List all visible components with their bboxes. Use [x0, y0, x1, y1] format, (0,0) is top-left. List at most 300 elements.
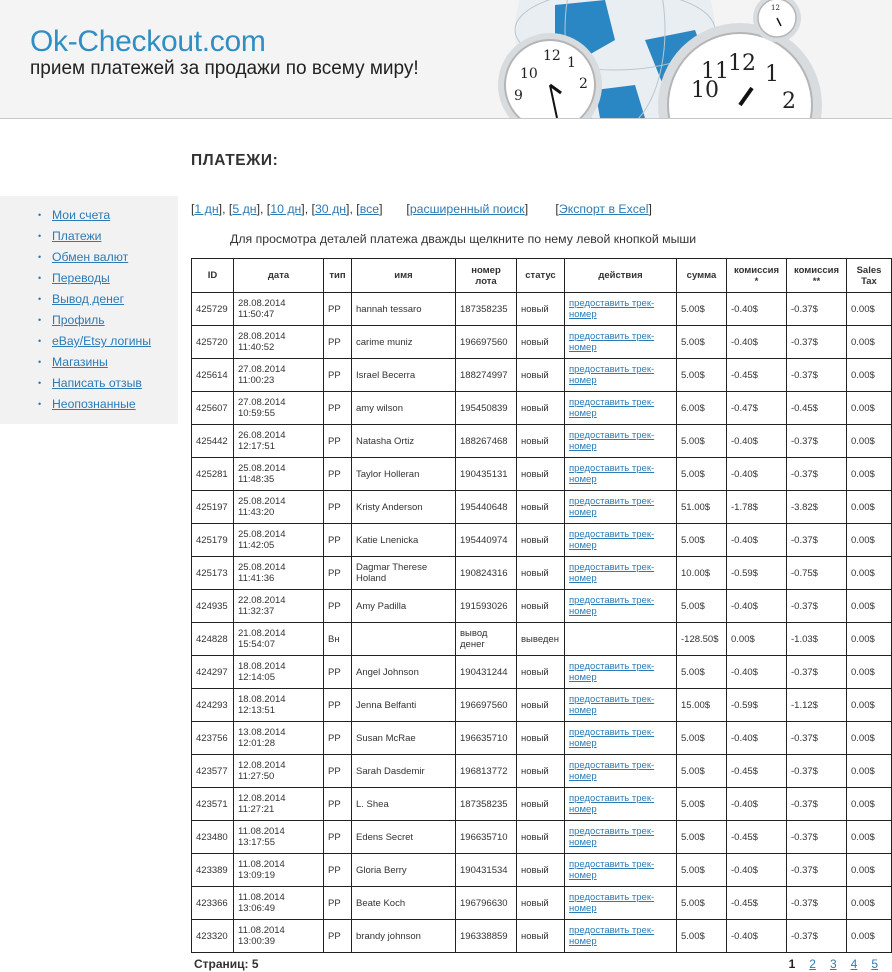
table-row[interactable] — [192, 623, 892, 656]
cell-action — [565, 755, 677, 788]
cell-date-time: 11:27:21 — [238, 804, 275, 815]
sidebar-item[interactable] — [0, 205, 178, 226]
cell-fee2: -0.37$ — [787, 887, 847, 920]
provide-tracking-link[interactable]: предоставить трек-номер — [569, 760, 655, 782]
table-row[interactable] — [192, 392, 892, 425]
cell-id: 425729 — [192, 293, 234, 326]
cell-tax: 0.00$ — [847, 854, 892, 887]
provide-tracking-link[interactable]: предоставить трек-номер — [569, 793, 655, 815]
table-row[interactable] — [192, 656, 892, 689]
sidebar-item-link[interactable]: Платежи — [52, 229, 102, 243]
cell-status: новый — [517, 656, 565, 689]
cell-date — [234, 590, 324, 623]
cell-type: PP — [324, 326, 352, 359]
cell-id: 425442 — [192, 425, 234, 458]
cell-date-day: 27.08.2014 — [238, 364, 286, 375]
table-header-row — [192, 259, 892, 293]
cell-tax: 0.00$ — [847, 755, 892, 788]
cell-fee1: -0.40$ — [727, 425, 787, 458]
cell-sum: 5.00$ — [677, 293, 727, 326]
cell-date-time: 13:00:39 — [238, 936, 275, 947]
provide-tracking-link[interactable]: предоставить трек-номер — [569, 529, 655, 551]
cell-status: новый — [517, 854, 565, 887]
pages-count-label: Страниц: 5 — [194, 957, 259, 971]
cell-action — [565, 425, 677, 458]
cell-name: Natasha Ortiz — [352, 425, 456, 458]
cell-name: Dagmar Therese Holand — [352, 557, 456, 590]
cell-status: новый — [517, 821, 565, 854]
cell-fee1: 0.00$ — [727, 623, 787, 656]
provide-tracking-link[interactable]: предоставить трек-номер — [569, 397, 655, 419]
bullet-icon: • — [38, 315, 42, 325]
table-row[interactable] — [192, 722, 892, 755]
cell-name: carime muniz — [352, 326, 456, 359]
cell-sum: 5.00$ — [677, 656, 727, 689]
cell-tax: 0.00$ — [847, 689, 892, 722]
cell-date-day: 25.08.2014 — [238, 562, 286, 573]
cell-date-time: 11:00:23 — [238, 375, 275, 386]
cell-date-day: 21.08.2014 — [238, 628, 286, 639]
cell-fee2: -0.37$ — [787, 722, 847, 755]
cell-date — [234, 392, 324, 425]
cell-type: PP — [324, 425, 352, 458]
sidebar-item[interactable] — [0, 289, 178, 310]
cell-tax: 0.00$ — [847, 392, 892, 425]
filter-all-link[interactable]: все — [359, 202, 380, 216]
cell-status: новый — [517, 293, 565, 326]
table-row[interactable] — [192, 458, 892, 491]
cell-sum: 5.00$ — [677, 590, 727, 623]
cell-fee2: -0.37$ — [787, 293, 847, 326]
cell-date — [234, 524, 324, 557]
cell-type: Вн — [324, 623, 352, 656]
cell-date-time: 13:17:55 — [238, 837, 275, 848]
cell-status: новый — [517, 557, 565, 590]
table-row[interactable] — [192, 326, 892, 359]
cell-type: PP — [324, 788, 352, 821]
provide-tracking-link[interactable]: предоставить трек-номер — [569, 892, 655, 914]
cell-type: PP — [324, 887, 352, 920]
cell-date-day: 25.08.2014 — [238, 529, 286, 540]
cell-fee2: -0.37$ — [787, 788, 847, 821]
cell-status: новый — [517, 458, 565, 491]
cell-fee2: -0.45$ — [787, 392, 847, 425]
page-link[interactable]: 2 — [809, 957, 816, 971]
bullet-icon: • — [38, 252, 42, 262]
page-link[interactable]: 5 — [871, 957, 878, 971]
cell-tax: 0.00$ — [847, 491, 892, 524]
cell-action — [565, 722, 677, 755]
cell-tax: 0.00$ — [847, 656, 892, 689]
cell-date-day: 11.08.2014 — [238, 892, 285, 903]
cell-sum: 5.00$ — [677, 425, 727, 458]
cell-status: новый — [517, 689, 565, 722]
cell-tax: 0.00$ — [847, 920, 892, 953]
cell-fee2: -0.37$ — [787, 854, 847, 887]
cell-date-day: 28.08.2014 — [238, 298, 286, 309]
filter-1-day-link[interactable]: 1 дн — [194, 202, 219, 216]
cell-date-day: 12.08.2014 — [238, 760, 286, 771]
cell-sum: 5.00$ — [677, 458, 727, 491]
cell-sum: 5.00$ — [677, 755, 727, 788]
cell-status: новый — [517, 788, 565, 821]
cell-date-day: 11.08.2014 — [238, 925, 285, 936]
cell-status: новый — [517, 359, 565, 392]
cell-fee1: -0.40$ — [727, 590, 787, 623]
cell-date — [234, 854, 324, 887]
sidebar-item[interactable] — [0, 331, 178, 352]
period-filters: [1 дн], [5 дн], [10 дн], [30 дн], [все] [расширенный поиск] [Экспорт в Excel] — [191, 202, 652, 216]
cell-fee2: -0.37$ — [787, 359, 847, 392]
filter-30-days-link[interactable]: 30 дн — [314, 202, 347, 216]
cell-id: 424297 — [192, 656, 234, 689]
sidebar-item[interactable] — [0, 226, 178, 247]
cell-fee2: -0.37$ — [787, 755, 847, 788]
cell-date-time: 13:06:49 — [238, 903, 275, 914]
filter-10-days-link[interactable]: 10 дн — [270, 202, 302, 216]
provide-tracking-link[interactable]: предоставить трек-номер — [569, 430, 655, 452]
cell-date-day: 25.08.2014 — [238, 496, 286, 507]
cell-date — [234, 689, 324, 722]
cell-tax: 0.00$ — [847, 458, 892, 491]
provide-tracking-link[interactable]: предоставить трек-номер — [569, 463, 655, 485]
cell-action — [565, 656, 677, 689]
table-row[interactable] — [192, 821, 892, 854]
cell-date — [234, 293, 324, 326]
cell-action — [565, 821, 677, 854]
cell-lot: 190431534 — [456, 854, 517, 887]
sidebar-item-link[interactable]: Неопознанные — [52, 397, 136, 411]
cell-action — [565, 293, 677, 326]
sidebar-item-link[interactable]: Обмен валют — [52, 250, 129, 264]
provide-tracking-link[interactable]: предоставить трек-номер — [569, 562, 655, 584]
cell-id: 423756 — [192, 722, 234, 755]
cell-name: Susan McRae — [352, 722, 456, 755]
sidebar-item-link[interactable]: eBay/Etsy логины — [52, 334, 152, 348]
cell-lot: 195440648 — [456, 491, 517, 524]
cell-id: 425607 — [192, 392, 234, 425]
svg-text:1: 1 — [765, 62, 779, 87]
site-logo[interactable]: Ok-Checkout.com — [30, 25, 266, 58]
cell-status: новый — [517, 722, 565, 755]
cell-lot: 195450839 — [456, 392, 517, 425]
cell-action — [565, 392, 677, 425]
cell-id: 423571 — [192, 788, 234, 821]
col-type-header: тип — [324, 259, 352, 293]
sidebar-item-link[interactable]: Профиль — [52, 313, 105, 327]
svg-text:12: 12 — [771, 4, 780, 12]
table-row[interactable] — [192, 359, 892, 392]
cell-status: новый — [517, 920, 565, 953]
provide-tracking-link[interactable]: предоставить трек-номер — [569, 595, 655, 617]
page-link[interactable]: 3 — [829, 957, 837, 971]
cell-fee1: -0.47$ — [727, 392, 787, 425]
cell-status: новый — [517, 425, 565, 458]
table-row[interactable] — [192, 293, 892, 326]
cell-fee1: -0.40$ — [727, 293, 787, 326]
cell-fee2: -0.75$ — [787, 557, 847, 590]
cell-tax: 0.00$ — [847, 821, 892, 854]
cell-type: PP — [324, 491, 352, 524]
provide-tracking-link[interactable]: предоставить трек-номер — [569, 727, 655, 749]
cell-name: Kristy Anderson — [352, 491, 456, 524]
cell-fee1: -0.59$ — [727, 689, 787, 722]
cell-action — [565, 326, 677, 359]
provide-tracking-link[interactable]: предоставить трек-номер — [569, 661, 655, 683]
cell-id: 425614 — [192, 359, 234, 392]
cell-fee1: -0.45$ — [727, 755, 787, 788]
clocks-banner-image — [495, 0, 892, 118]
cell-type: PP — [324, 656, 352, 689]
bullet-icon: • — [38, 378, 42, 388]
cell-date — [234, 326, 324, 359]
page-link[interactable]: 4 — [850, 957, 858, 971]
cell-fee2: -0.37$ — [787, 425, 847, 458]
cell-lot: 188267468 — [456, 425, 517, 458]
cell-fee2: -1.12$ — [787, 689, 847, 722]
cell-id: 423366 — [192, 887, 234, 920]
cell-type: PP — [324, 920, 352, 953]
cell-date-time: 11:32:37 — [238, 606, 275, 617]
cell-date-time: 11:40:52 — [238, 342, 275, 353]
cell-fee1: -0.40$ — [727, 722, 787, 755]
cell-lot: 196697560 — [456, 326, 517, 359]
cell-action — [565, 920, 677, 953]
cell-type: PP — [324, 524, 352, 557]
sidebar-item-link[interactable]: Переводы — [52, 271, 110, 285]
provide-tracking-link[interactable]: предоставить трек-номер — [569, 826, 655, 848]
cell-tax: 0.00$ — [847, 293, 892, 326]
cell-date-time: 11:50:47 — [238, 309, 275, 320]
sidebar-item-link[interactable]: Написать отзыв — [52, 376, 142, 390]
cell-fee1: -1.78$ — [727, 491, 787, 524]
svg-text:12: 12 — [543, 48, 561, 64]
filter-5-days-link[interactable]: 5 дн — [232, 202, 257, 216]
cell-type: PP — [324, 293, 352, 326]
cell-tax: 0.00$ — [847, 359, 892, 392]
cell-fee1: -0.40$ — [727, 788, 787, 821]
export-excel-link[interactable]: Экспорт в Excel — [558, 202, 649, 216]
cell-name: Katie Lnenicka — [352, 524, 456, 557]
bullet-icon: • — [38, 273, 42, 283]
provide-tracking-link[interactable]: предоставить трек-номер — [569, 364, 655, 386]
cell-action — [565, 689, 677, 722]
cell-type: PP — [324, 590, 352, 623]
sidebar-item[interactable] — [0, 247, 178, 268]
cell-type: PP — [324, 821, 352, 854]
table-row[interactable] — [192, 788, 892, 821]
svg-text:2: 2 — [579, 76, 588, 92]
cell-fee1: -0.40$ — [727, 920, 787, 953]
page-links — [761, 957, 878, 971]
cell-name: Sarah Dasdemir — [352, 755, 456, 788]
svg-text:9: 9 — [514, 88, 523, 104]
cell-date — [234, 425, 324, 458]
sidebar-item-link[interactable]: Магазины — [52, 355, 108, 369]
cell-sum: 6.00$ — [677, 392, 727, 425]
table-row[interactable] — [192, 524, 892, 557]
cell-fee1: -0.45$ — [727, 887, 787, 920]
cell-name: Taylor Holleran — [352, 458, 456, 491]
cell-date-day: 18.08.2014 — [238, 694, 286, 705]
cell-date — [234, 821, 324, 854]
cell-type: PP — [324, 755, 352, 788]
provide-tracking-link[interactable]: предоставить трек-номер — [569, 694, 655, 716]
cell-name: Angel Johnson — [352, 656, 456, 689]
cell-name: Israel Becerra — [352, 359, 456, 392]
provide-tracking-link[interactable]: предоставить трек-номер — [569, 925, 655, 947]
cell-sum: 15.00$ — [677, 689, 727, 722]
cell-fee1: -0.40$ — [727, 326, 787, 359]
cell-name: Edens Secret — [352, 821, 456, 854]
cell-sum: 5.00$ — [677, 854, 727, 887]
col-fee2-header: комиссия ** — [787, 259, 847, 293]
sidebar-item[interactable] — [0, 352, 178, 373]
advanced-search-link[interactable]: расширенный поиск — [409, 202, 525, 216]
cell-lot: 195440974 — [456, 524, 517, 557]
cell-tax: 0.00$ — [847, 623, 892, 656]
cell-action — [565, 458, 677, 491]
cell-fee1: -0.45$ — [727, 821, 787, 854]
cell-action — [565, 557, 677, 590]
provide-tracking-link[interactable]: предоставить трек-номер — [569, 859, 655, 881]
cell-id: 425281 — [192, 458, 234, 491]
cell-date-day: 27.08.2014 — [238, 397, 286, 408]
cell-id: 423577 — [192, 755, 234, 788]
cell-tax: 0.00$ — [847, 887, 892, 920]
cell-fee2: -0.37$ — [787, 326, 847, 359]
table-row[interactable] — [192, 887, 892, 920]
cell-fee1: -0.45$ — [727, 359, 787, 392]
cell-date-time: 11:42:05 — [238, 540, 275, 551]
cell-date-day: 11.08.2014 — [238, 859, 285, 870]
provide-tracking-link[interactable]: предоставить трек-номер — [569, 496, 655, 518]
cell-id: 425173 — [192, 557, 234, 590]
sidebar-item[interactable] — [0, 268, 178, 289]
cell-date — [234, 359, 324, 392]
col-lot-header: номер лота — [456, 259, 517, 293]
sidebar-item-link[interactable]: Мои счета — [52, 208, 111, 222]
cell-tax: 0.00$ — [847, 788, 892, 821]
cell-date-time: 12:13:51 — [238, 705, 275, 716]
svg-text:2: 2 — [782, 89, 796, 114]
cell-id: 425179 — [192, 524, 234, 557]
bullet-icon: • — [38, 357, 42, 367]
table-row[interactable] — [192, 854, 892, 887]
cell-lot: 191593026 — [456, 590, 517, 623]
cell-fee1: -0.40$ — [727, 458, 787, 491]
col-actions-header: действия — [565, 259, 677, 293]
site-tagline: прием платежей за продажи по всему миру! — [30, 58, 419, 79]
cell-tax: 0.00$ — [847, 524, 892, 557]
cell-date-time: 11:41:36 — [238, 573, 275, 584]
table-row[interactable] — [192, 590, 892, 623]
cell-fee2: -3.82$ — [787, 491, 847, 524]
col-status-header: статус — [517, 259, 565, 293]
cell-lot: 190824316 — [456, 557, 517, 590]
cell-type: PP — [324, 854, 352, 887]
table-row[interactable] — [192, 755, 892, 788]
cell-date — [234, 458, 324, 491]
cell-id: 423320 — [192, 920, 234, 953]
cell-name: Amy Padilla — [352, 590, 456, 623]
cell-date-time: 12:14:05 — [238, 672, 275, 683]
cell-tax: 0.00$ — [847, 557, 892, 590]
cell-date-time: 13:09:19 — [238, 870, 275, 881]
cell-type: PP — [324, 689, 352, 722]
table-row[interactable] — [192, 425, 892, 458]
cell-date-day: 12.08.2014 — [238, 793, 286, 804]
cell-id: 424935 — [192, 590, 234, 623]
cell-lot: 196796630 — [456, 887, 517, 920]
cell-date-day: 26.08.2014 — [238, 430, 286, 441]
cell-lot: 196813772 — [456, 755, 517, 788]
cell-date — [234, 788, 324, 821]
table-row[interactable] — [192, 557, 892, 590]
table-row[interactable] — [192, 491, 892, 524]
cell-tax: 0.00$ — [847, 326, 892, 359]
col-name-header: имя — [352, 259, 456, 293]
bullet-icon: • — [38, 294, 42, 304]
cell-action — [565, 623, 677, 656]
cell-action — [565, 788, 677, 821]
cell-sum: 5.00$ — [677, 722, 727, 755]
cell-id: 423389 — [192, 854, 234, 887]
cell-name: Beate Koch — [352, 887, 456, 920]
cell-date-day: 18.08.2014 — [238, 661, 286, 672]
cell-sum: 5.00$ — [677, 359, 727, 392]
cell-lot: 196635710 — [456, 722, 517, 755]
bullet-icon: • — [38, 399, 42, 409]
cell-sum: 5.00$ — [677, 788, 727, 821]
provide-tracking-link[interactable]: предоставить трек-номер — [569, 298, 655, 320]
cell-lot: 188274997 — [456, 359, 517, 392]
cell-lot: 196635710 — [456, 821, 517, 854]
col-tax-header: Sales Tax — [847, 259, 892, 293]
cell-lot: вывод денег — [456, 623, 517, 656]
cell-lot: 187358235 — [456, 293, 517, 326]
cell-date-day: 22.08.2014 — [238, 595, 286, 606]
cell-type: PP — [324, 458, 352, 491]
cell-date — [234, 722, 324, 755]
provide-tracking-link[interactable]: предоставить трек-номер — [569, 331, 655, 353]
cell-action — [565, 854, 677, 887]
cell-date — [234, 887, 324, 920]
cell-sum: 5.00$ — [677, 326, 727, 359]
cell-tax: 0.00$ — [847, 590, 892, 623]
svg-text:10: 10 — [520, 66, 538, 82]
bullet-icon: • — [38, 336, 42, 346]
pagination — [0, 957, 892, 972]
sidebar-item[interactable] — [0, 310, 178, 331]
table-hint: Для просмотра деталей платежа дважды щелкните по нему левой кнопкой мыши — [230, 232, 697, 246]
site-header — [0, 0, 892, 119]
table-row[interactable] — [192, 920, 892, 953]
cell-id: 424828 — [192, 623, 234, 656]
table-row[interactable] — [192, 689, 892, 722]
cell-action — [565, 590, 677, 623]
sidebar-item-link[interactable]: Вывод денег — [52, 292, 125, 306]
sidebar-item[interactable] — [0, 394, 178, 415]
sidebar-item[interactable] — [0, 373, 178, 394]
page-title: ПЛАТЕЖИ: — [191, 152, 279, 169]
cell-date-day: 25.08.2014 — [238, 463, 286, 474]
cell-name — [352, 623, 456, 656]
cell-sum: 51.00$ — [677, 491, 727, 524]
cell-date-time: 12:01:28 — [238, 738, 275, 749]
cell-date — [234, 623, 324, 656]
bullet-icon: • — [38, 231, 42, 241]
